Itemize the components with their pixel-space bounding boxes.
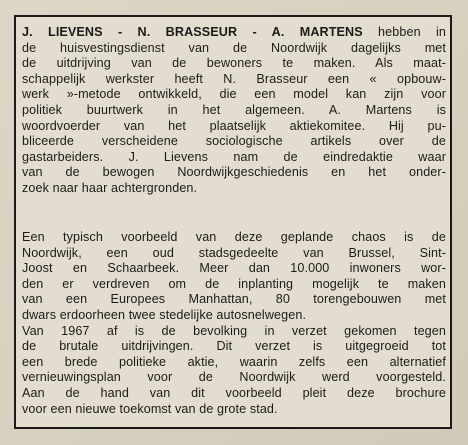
paragraph-line: een brede politieke aktie, waarin zelfs een alternatief — [22, 354, 446, 369]
paragraph-line: dwars erdoorheen twee stedelijke autosnelwegen. — [22, 307, 307, 322]
paragraph-line: zoek naar haar achtergronden. — [22, 180, 198, 195]
paragraph-line: woordvoerder van het plaatselijk aktiekomitee. Hij pu- — [22, 118, 446, 133]
paragraph-line: de huisvestingsdienst van de Noordwijk dagelijks met — [22, 40, 446, 55]
authors-paragraph — [22, 25, 446, 197]
paragraph-line: schappelijk werkster heeft N. Brasseur een « opbouw- — [22, 71, 446, 86]
paragraph-line: van de bewogen Noordwijkgeschiedenis en het onder- — [22, 165, 446, 180]
paragraph-line: de brutale uitdrijvingen. Dit verzet is uitgegroeid tot — [22, 339, 446, 354]
paragraph-line: den er verdreven om de inplanting mogelijk te maken — [22, 276, 446, 291]
paragraph-line: vernieuwingsplan voor de Noordwijk werd voorgesteld. — [22, 370, 446, 385]
paragraph-line: Noordwijk, een oud stadsgedeelte van Brussel, Sint- — [22, 245, 446, 260]
text-frame — [14, 15, 452, 429]
paragraph-line: Een typisch voorbeeld van deze geplande chaos is de — [22, 230, 446, 244]
paragraph-line — [22, 25, 446, 41]
paragraph-line: werk »-metode ontwikkeld, die een model kan zijn voor — [22, 87, 446, 102]
paragraph-line: Aan de hand van dit voorbeeld pleit deze brochure — [22, 385, 446, 400]
paragraph-line: gastarbeiders. J. Lievens nam de eindredaktie waar — [22, 149, 446, 164]
summary-paragraph — [22, 230, 446, 417]
paragraph-line: bliceerde verscheidene sociologische artikels over de — [22, 134, 446, 149]
paragraph-line: Van 1967 af is de bevolking in verzet gekomen tegen — [22, 323, 446, 338]
authors-names: J. LIEVENS - N. BRASSEUR - A. MARTENS — [22, 25, 363, 39]
paragraph-line: politiek buurtwerk in het algemeen. A. Martens is — [22, 102, 446, 117]
paragraph-line-text: hebben in — [362, 25, 446, 39]
paragraph-line: van een Europees Manhattan, 80 torengebouwen met — [22, 292, 446, 307]
paragraph-line: Joost en Schaarbeek. Meer dan 10.000 inwoners wor- — [22, 261, 446, 276]
paragraph-line: de uitdrijving van de bewoners te maken. Als maat- — [22, 56, 446, 71]
paragraph-line: voor een nieuwe toekomst van de grote stad. — [22, 401, 278, 416]
